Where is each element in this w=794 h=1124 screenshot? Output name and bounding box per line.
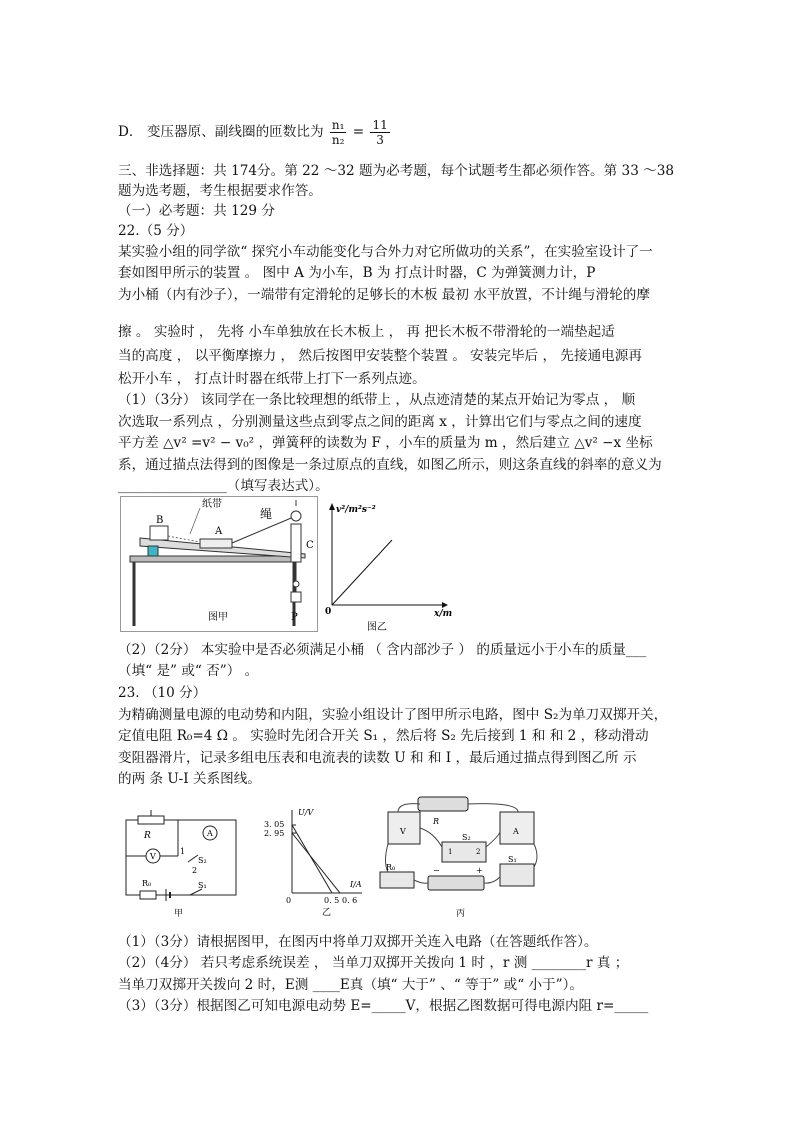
label-a: A [207,829,213,838]
label-a: A [513,827,519,836]
x-tick-2: 0. 6 [342,896,358,905]
q23-s2b: 当单刀双掷开关拨向 2 时，E测 ____E真（填“ 大于” 、“ 等于” 或“ 小于”）。 [118,977,583,993]
q23-s3: （3）（3分）根据图乙可知电源电动势 E=_____V，根据乙图数据可得电源内阻 r=_____ [118,998,649,1014]
label-s2: S₂ [198,856,207,865]
label-r0: R₀ [386,863,396,872]
figure-circuit-diagram [118,810,243,925]
label-c: C [306,540,314,551]
q22-s1b: 次选取一系列点 ，分别测量这些点到零点之间的距离 x ，计算出它们与零点之间的速度 [118,414,642,430]
label-p: P [291,612,298,623]
x-arrow [442,602,448,608]
caption-jia: 甲 [174,909,184,919]
table-top [130,556,300,562]
lower-pulley [293,581,299,587]
q22-p1: 某实验小组的同学欲“ 探究小车动能变化与合外力对它所做功的关系”，在实验室设计了一 [118,244,653,260]
q23-s1: （1）（3分）请根据图甲，在图丙中将单刀双掷开关连入电路（在答题纸作答）。 [118,934,598,950]
proportional-line [332,540,392,605]
q22-p5: 当的高度 ， 以平衡摩擦力 ， 然后按图甲安装整个装置 。 安装完毕后 ， 先接通电源再 [118,348,642,364]
frac-den: n₂ [331,133,345,147]
resistor-r0 [140,891,156,899]
support-block [148,546,158,556]
battery [428,876,484,890]
q22-p6: 松开小车 ， 打点计时器在纸带上打下一系列点迹。 [118,371,426,387]
frac-num: 11 [372,118,388,132]
q22-p4: 擦 。 实验时 ， 先将 小车单独放在长木板上 ， 再 把长木板不带滑轮的一端垫起适 [118,324,615,340]
label-minus: − [433,866,440,875]
rheostat [418,797,468,811]
turns-ratio-lhs [330,118,347,147]
turns-ratio-rhs [370,118,389,147]
label-b: B [156,515,164,526]
pulley [291,511,301,521]
q22-p3: 为小桶（内有沙子），一端带有定滑轮的足够长的木板 最初 水平放置，不计绳与滑轮的摩 [118,287,650,303]
q23-s2a: （2）（4分） 若只考虑系统误差 ， 当单刀双掷开关拨向 1 时 ，r 测 ________r 真 ； [118,955,629,971]
label-s1: S₁ [198,881,207,890]
q23-p3: 变阻器滑片，记录多组电压表和电流表的读数 U 和 和 I ，最后通过描点得到图乙所 示 [118,750,637,766]
q22-s2b: （填“ 是” 或“ 否”） 。 [118,663,259,679]
label-r: R [144,831,151,841]
caption-bing: 丙 [456,909,466,919]
figure-ui-graph [262,805,372,920]
label-v: V [400,827,406,836]
switch-s1 [500,864,534,886]
label-a: A [215,526,223,537]
q22-s1e: ________________（填写表达式）。 [118,478,329,494]
y-label: U/V [298,808,314,817]
rheostat-r [138,816,164,824]
option-d [118,112,678,152]
label-r: R [433,817,440,826]
spring-scale-c [291,524,301,562]
caption-jia: 图甲 [208,612,228,623]
equals-sign: = [352,124,365,140]
caption-yi: 乙 [322,908,332,918]
q22-s1c: 平方差 △v² =v² − v₀² ，弹簧秤的读数为 F ，小车的质量为 m ，然后建立 △v² −x 坐标 [118,435,653,451]
section3-sub: （一）必考题：共 129 分 [118,203,275,219]
q22-p2: 套如图甲所示的装置 。 图中 A 为小车，B 为 打点计时器，C 为弹簧测力计，P [118,265,596,281]
ui-line-2 [292,833,340,893]
label-s2: S₂ [462,833,471,842]
resistor-r0 [380,872,414,888]
option-d-text: D． 变压器原、副线圈的匝数比为 [118,124,324,140]
y-tick-1: 3. 05 [264,820,285,829]
y-tick-2: 2. 95 [264,829,285,838]
y-arrow [329,503,335,510]
label-plus: + [476,866,483,875]
label-1: 1 [180,847,186,856]
section3-line2: 题为选考题，考生根据要求作答。 [118,183,322,199]
q22-s1a: （1）（3分） 该同学在一条比较理想的纸带上 ，从点迹清楚的某点开始记为零点 ， 顺 [118,392,636,408]
q22-head: 22.（5 分） [118,223,194,239]
figure-apparatus [120,496,318,632]
ui-line-1 [292,825,332,893]
label-s1: S₁ [508,855,517,864]
q23-p2: 定值电阻 R₀=4 Ω 。 实验时先闭合开关 S₁ ，然后将 S₂ 先后接到 1 和 和 2 ，移动滑动 [118,728,649,744]
figure-v2-x-graph [322,500,452,636]
bucket-p [291,592,301,602]
x-tick-1: 0. 5 [324,896,340,905]
label-1: 1 [448,848,453,856]
label-2: 2 [192,866,198,875]
q23-p1: 为精确测量电源的电动势和内阻，实验小组设计了图甲所示电路，图中 S₂为单刀双掷开关， [118,707,668,723]
figure-physical-circuit [378,792,543,922]
label-r0: R₀ [142,879,152,888]
q23-p4: 的两 条 U-I 关系图线。 [118,771,261,787]
label-2: 2 [476,848,481,856]
section3-line1: 三、非选择题：共 174分。第 22 ～32 题为必考题，每个试题考生都必须作答。第 33 ～38 [118,163,675,179]
origin-label: 0 [286,896,292,905]
switch-s2-blade [188,855,198,862]
caption-yi: 图乙 [367,622,387,633]
q22-s2a: （2）（2分） 本实验中是否必须满足小桶 （ 含内部沙子 ） 的质量远小于小车的质量___ [118,642,647,658]
label-v: V [150,852,156,861]
cart-a [200,539,232,548]
timer-b [150,526,168,540]
q22-s1d: 系，通过描点法得到的图像是一条过原点的直线，如图乙所示，则这条直线的斜率的意义为 [118,457,662,473]
q23-head: 23. （10 分） [118,685,207,701]
frac-den: 3 [376,133,384,147]
frac-num: n₁ [331,118,345,132]
y-label: v²/m²s⁻² [336,505,376,515]
paper-tape-pointer [190,508,200,534]
label-paper: 纸带 [202,499,222,510]
label-rope: 绳 [260,507,273,521]
x-label: I/A [350,880,362,889]
origin-label: 0 [325,607,332,617]
x-label: x/m [434,609,452,619]
